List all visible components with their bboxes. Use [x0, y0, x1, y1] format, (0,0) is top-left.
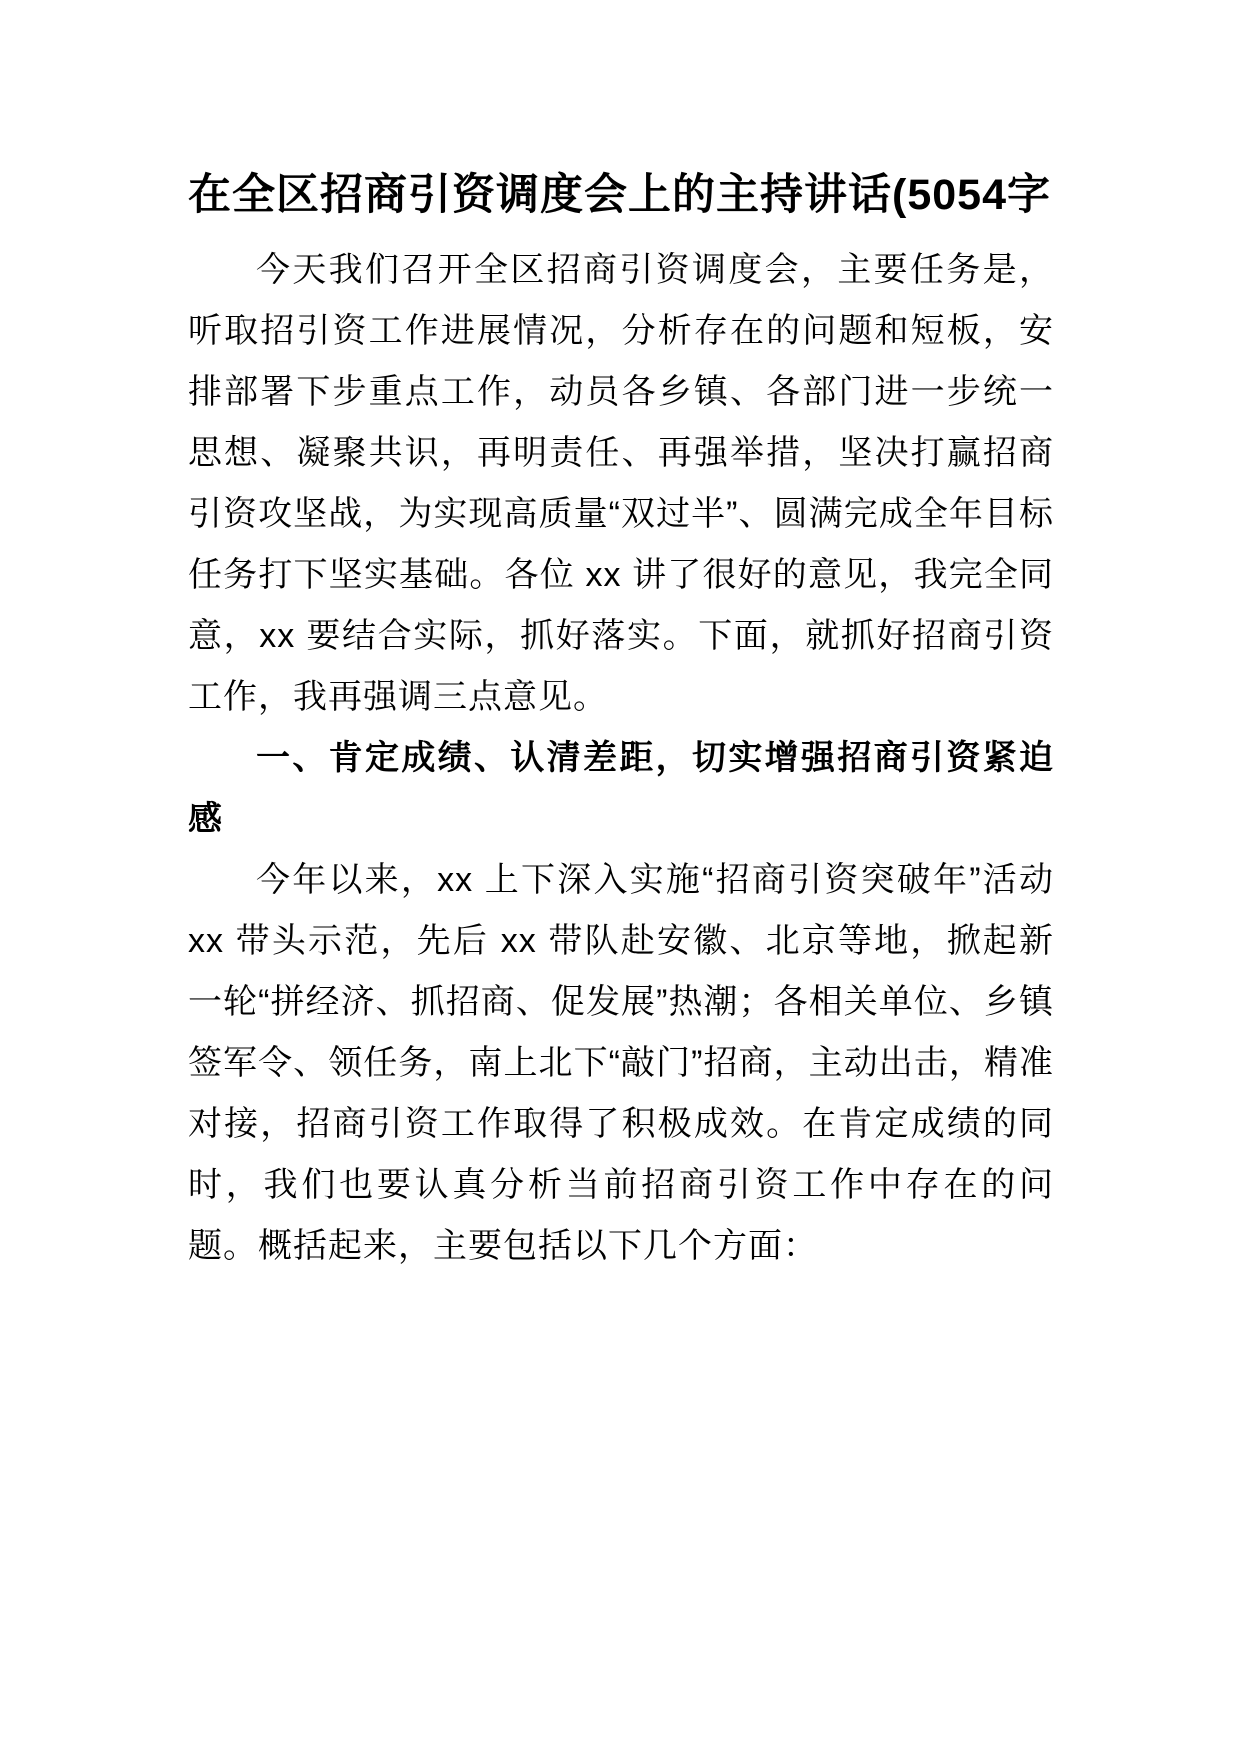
document-title: 在全区招商引资调度会上的主持讲话(5054字 — [188, 171, 1051, 219]
paragraph-section-1-body: 今年以来，xx 上下深入实施“招商引资突破年”活动 xx 带头示范，先后 xx 带队赴安徽、北京等地，掀起新一轮“拼经济、抓招商、促发展”热潮；各相关单位、乡镇签军令、领任务，南上北下“敲门”招商，主动出击，精准对接，招商引资工作取得了积极成效。在肯定成绩的同时，我们也要认真分析当前招商引资工作中存在的问题。概括起来，主要包括以下几个方面： — [188, 861, 1054, 1265]
paragraph-intro: 今天我们召开全区招商引资调度会，主要任务是，听取招引资工作进展情况，分析存在的问题和短板，安排部署下步重点工作，动员各乡镇、各部门进一步统一思想、凝聚共识，再明责任、再强举措，坚决打赢招商引资攻坚战，为实现高质量“双过半”、圆满完成全年目标任务打下坚实基础。各位 xx 讲了很好的意见，我完全同意，xx 要结合实际，抓好落实。下面，就抓好招商引资工作，我再强调三点意见。 — [188, 251, 1054, 716]
section-heading-1: 一、肯定成绩、认清差距，切实增强招商引资紧迫感 — [188, 739, 1054, 838]
